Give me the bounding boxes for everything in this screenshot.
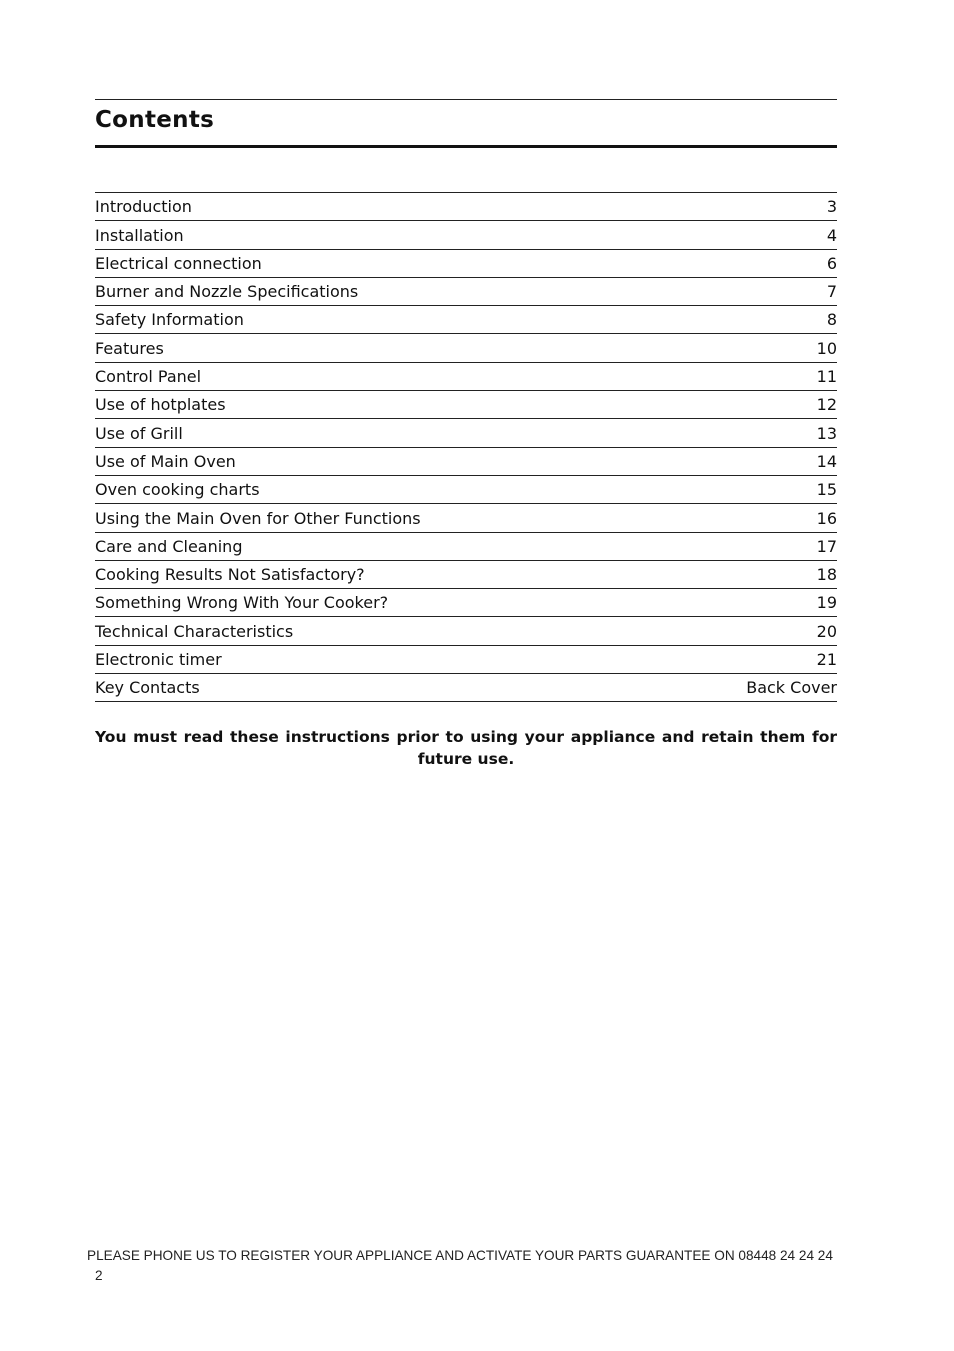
toc-row <box>95 504 837 532</box>
toc-entry-label: Installation <box>95 225 184 245</box>
toc-row <box>95 617 837 645</box>
toc-entry-label: Electronic timer <box>95 650 222 670</box>
toc-row <box>95 363 837 391</box>
toc-entry-label: Technical Characteristics <box>95 621 294 641</box>
toc-entry-page: 7 <box>826 282 837 302</box>
toc-entry-label: Using the Main Oven for Other Functions <box>95 508 421 528</box>
toc-row <box>95 193 837 221</box>
toc-row <box>95 674 837 702</box>
toc-entry-page: 4 <box>826 225 837 245</box>
toc-entry-label: Safety Information <box>95 310 244 330</box>
toc-row <box>95 533 837 561</box>
toc-entry-label: Key Contacts <box>95 678 200 698</box>
toc-row <box>95 419 837 447</box>
toc-entry-label: Electrical connection <box>95 253 262 273</box>
toc-entry-label: Use of Grill <box>95 423 183 443</box>
toc-entry-label: Use of hotplates <box>95 395 226 415</box>
toc-row <box>95 646 837 674</box>
read-instructions-notice: You must read these instructions prior to using your appliance and retain them for future use. <box>95 728 837 768</box>
toc-row <box>95 391 837 419</box>
toc-entry-label: Cooking Results Not Satisfactory? <box>95 565 365 585</box>
toc-entry-label: Introduction <box>95 197 192 217</box>
toc-entry-page: 18 <box>816 565 837 585</box>
registration-footer: PLEASE PHONE US TO REGISTER YOUR APPLIANCE AND ACTIVATE YOUR PARTS GUARANTEE ON 08448 24 24 24 <box>87 1248 833 1263</box>
toc-entry-page: 12 <box>816 395 837 415</box>
toc-entry-label: Use of Main Oven <box>95 451 236 471</box>
toc-entry-page: 20 <box>816 621 837 641</box>
toc-entry-label: Oven cooking charts <box>95 480 260 500</box>
toc-row <box>95 221 837 249</box>
toc-entry-page: 17 <box>816 536 837 556</box>
toc-row <box>95 589 837 617</box>
toc-entry-label: Control Panel <box>95 367 202 387</box>
toc-row <box>95 250 837 278</box>
toc-entry-page: 13 <box>816 423 837 443</box>
page-title: Contents <box>95 107 215 133</box>
toc-entry-label: Care and Cleaning <box>95 536 243 556</box>
toc-row <box>95 476 837 504</box>
toc-entry-page: 15 <box>816 480 837 500</box>
toc-entry-page: 10 <box>816 338 837 358</box>
toc-entry-label: Burner and Nozzle Specifications <box>95 282 359 302</box>
toc-entry-page: 6 <box>826 253 837 273</box>
toc-entry-page: 14 <box>816 451 837 471</box>
toc-entry-label: Features <box>95 338 164 358</box>
page-number: 2 <box>95 1268 103 1283</box>
toc-entry-label: Something Wrong With Your Cooker? <box>95 593 389 613</box>
toc-entry-page: 21 <box>816 650 837 670</box>
toc-row <box>95 306 837 334</box>
toc-entry-page: Back Cover <box>746 678 837 698</box>
toc-row <box>95 334 837 362</box>
toc-row <box>95 448 837 476</box>
toc-entry-page: 8 <box>826 310 837 330</box>
toc-row <box>95 561 837 589</box>
table-of-contents <box>95 192 837 702</box>
toc-entry-page: 11 <box>816 367 837 387</box>
top-divider <box>95 99 837 100</box>
toc-entry-page: 19 <box>816 593 837 613</box>
toc-entry-page: 16 <box>816 508 837 528</box>
title-divider <box>95 145 837 148</box>
toc-entry-page: 3 <box>826 197 837 217</box>
toc-row <box>95 278 837 306</box>
